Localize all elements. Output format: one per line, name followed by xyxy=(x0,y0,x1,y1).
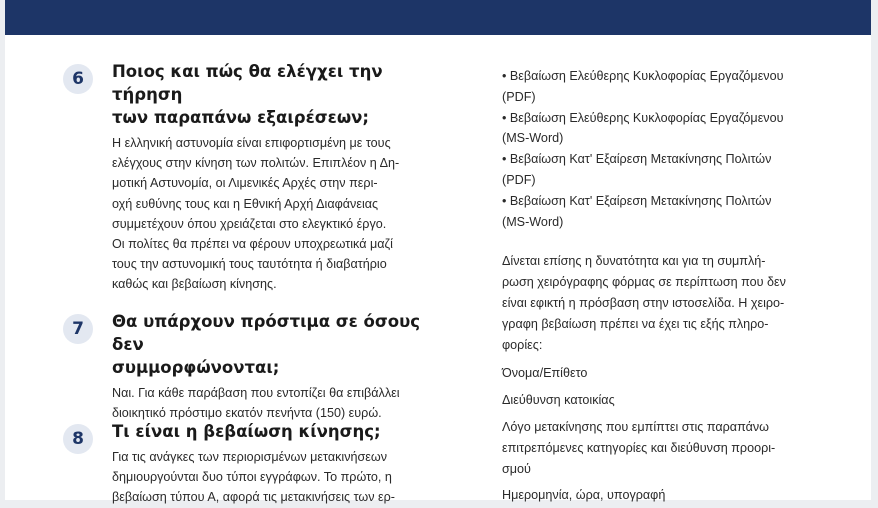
download-link-item[interactable] xyxy=(502,66,822,108)
question-number-badge: 7 xyxy=(63,314,93,344)
download-link-text[interactable]: • Βεβαίωση Ελεύθερης Κυκλοφορίας Εργαζόμενου xyxy=(502,69,784,83)
answer-line: Οι πολίτες θα πρέπει να φέρουν υποχρεωτικά μαζί xyxy=(112,237,393,252)
spacer xyxy=(502,232,822,251)
download-link-text[interactable]: • Βεβαίωση Κατ' Εξαίρεση Μετακίνησης Πολιτών xyxy=(502,193,772,208)
paragraph-line: επιτρεπόμενες κατηγορίες και διεύθυνση προορι- xyxy=(502,440,776,455)
download-link-format[interactable]: (PDF) xyxy=(502,172,536,187)
answer-line: δημιουργούνται δυο τύποι εγγράφων. Το πρώτο, η xyxy=(112,470,392,485)
question-number-badge: 6 xyxy=(63,64,93,94)
question-title xyxy=(112,310,443,379)
download-link-text[interactable]: • Βεβαίωση Κατ' Εξαίρεση Μετακίνησης Πολιτών xyxy=(502,152,772,167)
certificate-download-list xyxy=(502,66,822,232)
paragraph-line: Όνομα/Επίθετο xyxy=(502,366,588,381)
paragraph-line: γραφη βεβαίωση πρέπει να έχει τις εξής πληρο- xyxy=(502,316,769,331)
download-link-format[interactable]: (MS-Word) xyxy=(502,214,564,229)
question-answer xyxy=(112,133,443,295)
question-number-badge: 8 xyxy=(63,424,93,454)
download-link-format[interactable]: (PDF) xyxy=(502,89,536,104)
answer-line: Για τις ανάγκες των περιορισμένων μετακινήσεων xyxy=(112,450,388,464)
answer-line: διοικητικό πρόστιμο εκατόν πενήντα (150) ευρώ. xyxy=(112,406,382,421)
download-link-text[interactable]: • Βεβαίωση Ελεύθερης Κυκλοφορίας Εργαζόμενου xyxy=(502,110,784,125)
required-field-reason xyxy=(502,417,822,479)
paragraph-line: Δίνεται επίσης η δυνατότητα και για τη συμπλή- xyxy=(502,254,766,269)
answer-line: Ναι. Για κάθε παράβαση που εντοπίζει θα επιβάλλει xyxy=(112,386,400,400)
question-title xyxy=(112,60,443,129)
required-field-datetime-signature xyxy=(502,485,822,506)
question-answer xyxy=(112,383,443,423)
header-bar xyxy=(5,0,871,35)
download-link-item[interactable] xyxy=(502,191,822,233)
required-field-address xyxy=(502,390,822,411)
paragraph-line: σμού xyxy=(502,461,531,476)
question-answer xyxy=(112,447,443,508)
faq-right-column xyxy=(502,66,822,506)
answer-line: συμμετέχουν όπου χρειάζεται στο ελεγκτικό έργο. xyxy=(112,216,387,231)
answer-line: μοτική Αστυνομία, οι Λιμενικές Αρχές στην περι- xyxy=(112,176,378,191)
faq-question-7 xyxy=(65,310,443,423)
document-page xyxy=(5,0,871,505)
answer-line: ελέγχους στην κίνηση των πολιτών. Επιπλέον η Δη- xyxy=(112,156,400,171)
question-title-line: Θα υπάρχουν πρόστιμα σε όσους δεν xyxy=(112,312,421,354)
paragraph-line: ρωση χειρόγραφης φόρμας σε περίπτωση που δεν xyxy=(502,275,786,290)
question-title-line: Ποιος και πώς θα ελέγχει την τήρηση xyxy=(112,62,383,104)
required-field-name xyxy=(502,363,822,384)
download-link-item[interactable] xyxy=(502,108,822,150)
paragraph-line: Ημερομηνία, ώρα, υπογραφή xyxy=(502,488,666,503)
answer-line: Η ελληνική αστυνομία είναι επιφορτισμένη με τους xyxy=(112,136,391,150)
paragraph-line: Λόγο μετακίνησης που εμπίπτει στις παραπάνω xyxy=(502,419,770,434)
question-title-line: των παραπάνω εξαιρέσεων; xyxy=(112,108,370,127)
paragraph-line: φορίες: xyxy=(502,337,543,352)
faq-question-8 xyxy=(65,420,443,508)
question-title-line: συμμορφώνονται; xyxy=(112,358,280,377)
faq-question-6 xyxy=(65,60,443,295)
paragraph-line: Διεύθυνση κατοικίας xyxy=(502,393,615,408)
answer-line: βεβαίωση τύπου Α, αφορά τις μετακινήσεις των ερ- xyxy=(112,490,395,505)
answer-line: οχή ευθύνης τους και η Εθνική Αρχή Διαφάνειας xyxy=(112,196,379,211)
handwritten-form-intro xyxy=(502,251,822,355)
paragraph-line: είναι εφικτή η πρόσβαση στην ιστοσελίδα. Η χειρο- xyxy=(502,295,785,310)
question-title-line: Τι είναι η βεβαίωση κίνησης; xyxy=(112,422,381,441)
answer-line: καθώς και βεβαίωση κίνησης. xyxy=(112,277,277,292)
download-link-format[interactable]: (MS-Word) xyxy=(502,131,564,146)
answer-line: τους την αστυνομική τους ταυτότητα ή διαβατήριο xyxy=(112,257,387,272)
question-title xyxy=(112,420,443,443)
download-link-item[interactable] xyxy=(502,149,822,191)
